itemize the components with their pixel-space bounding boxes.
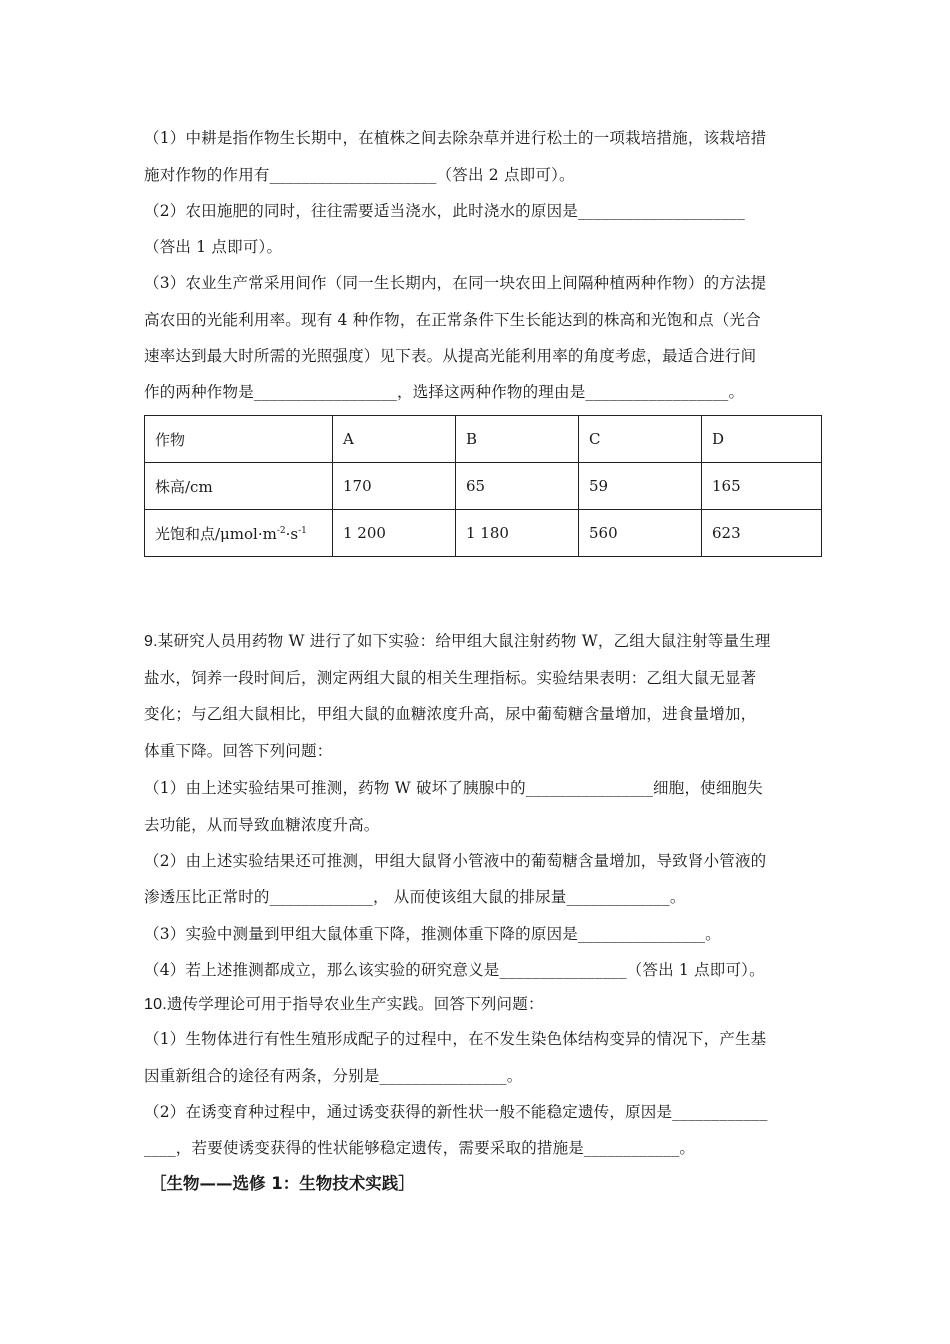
q9-sub4: （4）若上述推测都成立，那么该实验的研究意义是________________（答出 1 点即可）。 <box>144 961 765 979</box>
table-cell: 株高/cm <box>145 463 333 510</box>
section-heading: ［生物——选修 1：生物技术实践］ <box>150 1174 415 1193</box>
q8-part1-line2: 施对作物的作用有_____________________（答出 2 点即可）。 <box>144 166 575 184</box>
table-row <box>145 463 822 510</box>
table-cell: 1 180 <box>456 510 579 557</box>
q8-part2-line1: （2）农田施肥的同时，往往需要适当浇水，此时浇水的原因是_____________________ <box>144 202 745 220</box>
q9-number: 9. <box>144 633 158 650</box>
q10-sub2-line2: ____，若要使诱变获得的性状能够稳定遗传，需要采取的措施是____________。 <box>144 1139 696 1157</box>
q9-sub3: （3）实验中测量到甲组大鼠体重下降，推测体重下降的原因是________________。 <box>144 925 721 943</box>
q8-part2-line2: （答出 1 点即可）。 <box>144 238 283 256</box>
q8-part3-line3: 速率达到最大时所需的光照强度）见下表。从提高光能利用率的角度考虑，最适合进行间 <box>144 347 757 365</box>
q9-line3: 变化；与乙组大鼠相比，甲组大鼠的血糖浓度升高，尿中葡萄糖含量增加，进食量增加， <box>144 705 757 723</box>
crop-table <box>144 415 822 557</box>
q9-sub2-line2: 渗透压比正常时的_____________， 从而使该组大鼠的排尿量_____________。 <box>144 888 686 906</box>
table-cell: D <box>702 416 822 463</box>
q9-text: 某研究人员用药物 W 进行了如下实验：给甲组大鼠注射药物 W，乙组大鼠注射等量生理 <box>157 632 771 650</box>
table-cell: C <box>579 416 702 463</box>
q9-sub1-line1: （1）由上述实验结果可推测，药物 W 破坏了胰腺中的________________细胞，使细胞失 <box>144 779 763 797</box>
q9-sub2-line1: （2）由上述实验结果还可推测，甲组大鼠肾小管液中的葡萄糖含量增加，导致肾小管液的 <box>144 852 767 870</box>
sat-exp1: -2 <box>276 525 286 536</box>
table-cell <box>145 510 333 557</box>
table-row <box>145 510 822 557</box>
table-cell: 165 <box>702 463 822 510</box>
q10-sub1-line1: （1）生物体进行有性生殖形成配子的过程中，在不发生染色体结构变异的情况下，产生基 <box>144 1030 767 1048</box>
q9-sub1-line2: 去功能，从而导致血糖浓度升高。 <box>144 816 380 834</box>
q10-number: 10. <box>144 996 167 1013</box>
q8-part3-line2: 高农田的光能利用率。现有 4 种作物，在正常条件下生长能达到的株高和光饱和点（光合 <box>144 311 761 329</box>
sat-mid: ·s <box>285 524 299 543</box>
sat-label: 光饱和点/μmol·m <box>155 524 277 543</box>
table-cell: 65 <box>456 463 579 510</box>
q8-part3-line1: （3）农业生产常采用间作（同一生长期内，在同一块农田上间隔种植两种作物）的方法提 <box>144 274 767 292</box>
q10-text: 遗传学理论可用于指导农业生产实践。回答下列问题： <box>166 995 544 1013</box>
q9-line2: 盐水，饲养一段时间后，测定两组大鼠的相关生理指标。实验结果表明：乙组大鼠无显著 <box>144 669 757 687</box>
table-cell: A <box>333 416 456 463</box>
table-row <box>145 416 822 463</box>
q9-line1 <box>144 631 814 652</box>
table-cell: 623 <box>702 510 822 557</box>
table-cell: 1 200 <box>333 510 456 557</box>
q10-sub1-line2: 因重新组合的途径有两条，分别是________________。 <box>144 1067 523 1085</box>
table-cell: 170 <box>333 463 456 510</box>
table-cell: B <box>456 416 579 463</box>
table-cell: 作物 <box>145 416 333 463</box>
q8-part3-line4: 作的两种作物是__________________，选择这两种作物的理由是__________________。 <box>144 383 745 401</box>
sat-exp2: -1 <box>298 525 307 536</box>
table-cell: 560 <box>579 510 702 557</box>
q10-sub2-line1: （2）在诱变育种过程中，通过诱变获得的新性状一般不能稳定遗传，原因是____________ <box>144 1103 768 1121</box>
q9-line4: 体重下降。回答下列问题： <box>144 742 333 760</box>
table-cell: 59 <box>579 463 702 510</box>
q10-line1 <box>144 994 814 1015</box>
q8-part1-line1: （1）中耕是指作物生长期中，在植株之间去除杂草并进行松土的一项栽培措施，该栽培措 <box>144 129 767 147</box>
